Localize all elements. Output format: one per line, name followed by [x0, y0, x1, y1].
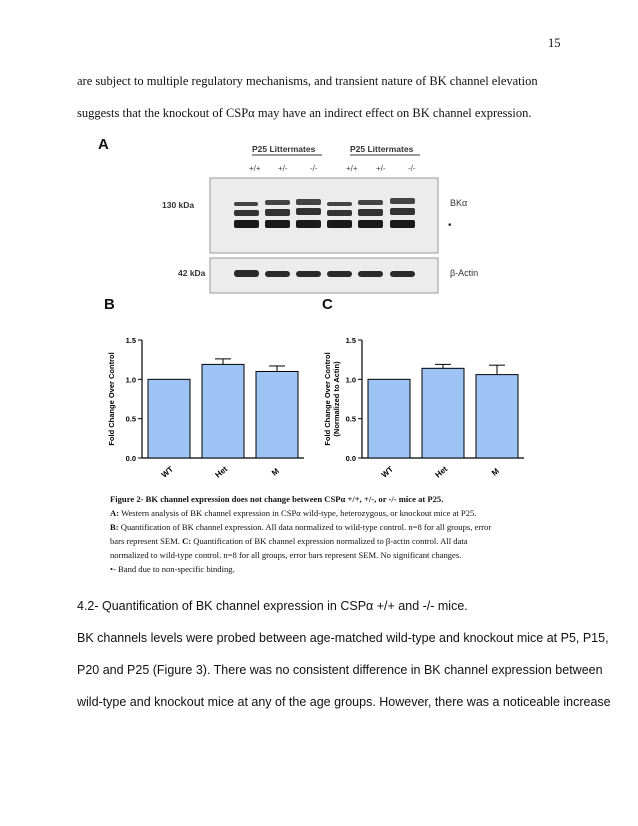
caption-line — [110, 506, 530, 520]
y-axis-label: Fold Change Over Control — [323, 352, 332, 446]
bar-wt — [148, 379, 190, 458]
band-label-bka: BKα — [450, 198, 468, 208]
bar-m — [476, 375, 518, 458]
y-tick-label: 1.5 — [345, 336, 356, 345]
nonspecific-band-marker: • — [448, 220, 452, 231]
caption-text: Western analysis of BK channel expression in CSPα wild-type, heterozygous, or knockout mice at P25. — [119, 508, 477, 518]
x-tick-label: WT — [379, 464, 396, 480]
caption-line — [110, 520, 530, 534]
section-heading: 4.2- Quantification of BK channel expression in CSPα +/+ and -/- mice. — [77, 599, 468, 613]
page-number: 15 — [548, 36, 561, 50]
lane-label: -/- — [408, 164, 416, 173]
y-tick-label: 0.5 — [345, 414, 356, 424]
body-text-line: wild-type and knockout mice at any of the age groups. However, there was a noticeable increase — [77, 695, 611, 709]
body-text-line: BK channels levels were probed between age-matched wild-type and knockout mice at P5, P15, — [77, 631, 609, 645]
caption-text: normalized to wild-type control. n=8 for all groups, error bars represent SEM. No significant changes. — [110, 550, 462, 560]
lane-label: +/- — [376, 164, 386, 173]
x-tick-label: M — [269, 466, 281, 478]
y-tick-label: 1.0 — [345, 375, 356, 385]
western-blot-panel — [160, 140, 500, 295]
figure-caption-title — [110, 492, 530, 506]
chart-b — [100, 318, 310, 488]
y-tick-label: 0.0 — [125, 454, 136, 463]
group-label-1: P25 Littermates — [252, 144, 316, 154]
lane-label: +/+ — [249, 164, 261, 173]
lane-label: -/- — [310, 164, 318, 173]
body-text-line: are subject to multiple regulatory mechanisms, and transient nature of BK channel elevation — [77, 74, 538, 88]
group-label-2: P25 Littermates — [350, 144, 414, 154]
caption-text: Quantification of BK channel expression normalized to β-actin control. All data — [191, 536, 468, 546]
y-tick-label: 1.0 — [125, 375, 136, 385]
y-axis-label: (Normalized to Actin) — [332, 361, 341, 437]
caption-label: C: — [182, 536, 192, 546]
body-text-line: P20 and P25 (Figure 3). There was no consistent difference in BK channel expression between — [77, 663, 603, 677]
bar-wt — [368, 379, 410, 458]
panel-c-letter: C — [322, 296, 333, 313]
y-tick-label: 0.5 — [125, 414, 136, 424]
caption-line — [110, 534, 530, 548]
panel-b-letter: B — [104, 296, 115, 313]
y-tick-label: 0.0 — [345, 454, 356, 463]
y-axis-label: Fold Change Over Control — [107, 352, 116, 446]
y-tick-label: 1.5 — [125, 336, 136, 345]
caption-line — [110, 562, 530, 576]
western-blot-figure — [160, 140, 500, 295]
chart-c — [320, 318, 530, 488]
x-tick-label: WT — [159, 464, 176, 480]
marker-42kda: 42 kDa — [178, 268, 206, 278]
bar-het — [422, 368, 464, 458]
panel-a-letter: A — [98, 136, 109, 153]
x-tick-label: Het — [213, 464, 230, 480]
lane-label: +/- — [278, 164, 288, 173]
x-tick-label: Het — [433, 464, 450, 480]
caption-label: B: — [110, 522, 119, 532]
caption-label: A: — [110, 508, 120, 518]
caption-text: Quantification of BK channel expression. All data normalized to wild-type control. n=8 for all groups, error — [118, 522, 492, 532]
caption-text: •- Band due to non-specific binding. — [110, 564, 235, 574]
lane-label: +/+ — [346, 164, 358, 173]
bar-het — [202, 364, 244, 458]
body-text-line: suggests that the knockout of CSPα may have an indirect effect on BK channel expression. — [77, 106, 532, 120]
caption-text: bars represent SEM. — [110, 536, 183, 546]
caption-line — [110, 548, 530, 562]
band-label-actin: β-Actin — [450, 268, 479, 278]
bar-m — [256, 371, 298, 458]
x-tick-label: M — [489, 466, 501, 478]
marker-130kda: 130 kDa — [162, 200, 195, 210]
caption-title-text: Figure 2- BK channel expression does not change between CSPα +/+, +/-, or -/- mice at P25. — [110, 494, 444, 504]
